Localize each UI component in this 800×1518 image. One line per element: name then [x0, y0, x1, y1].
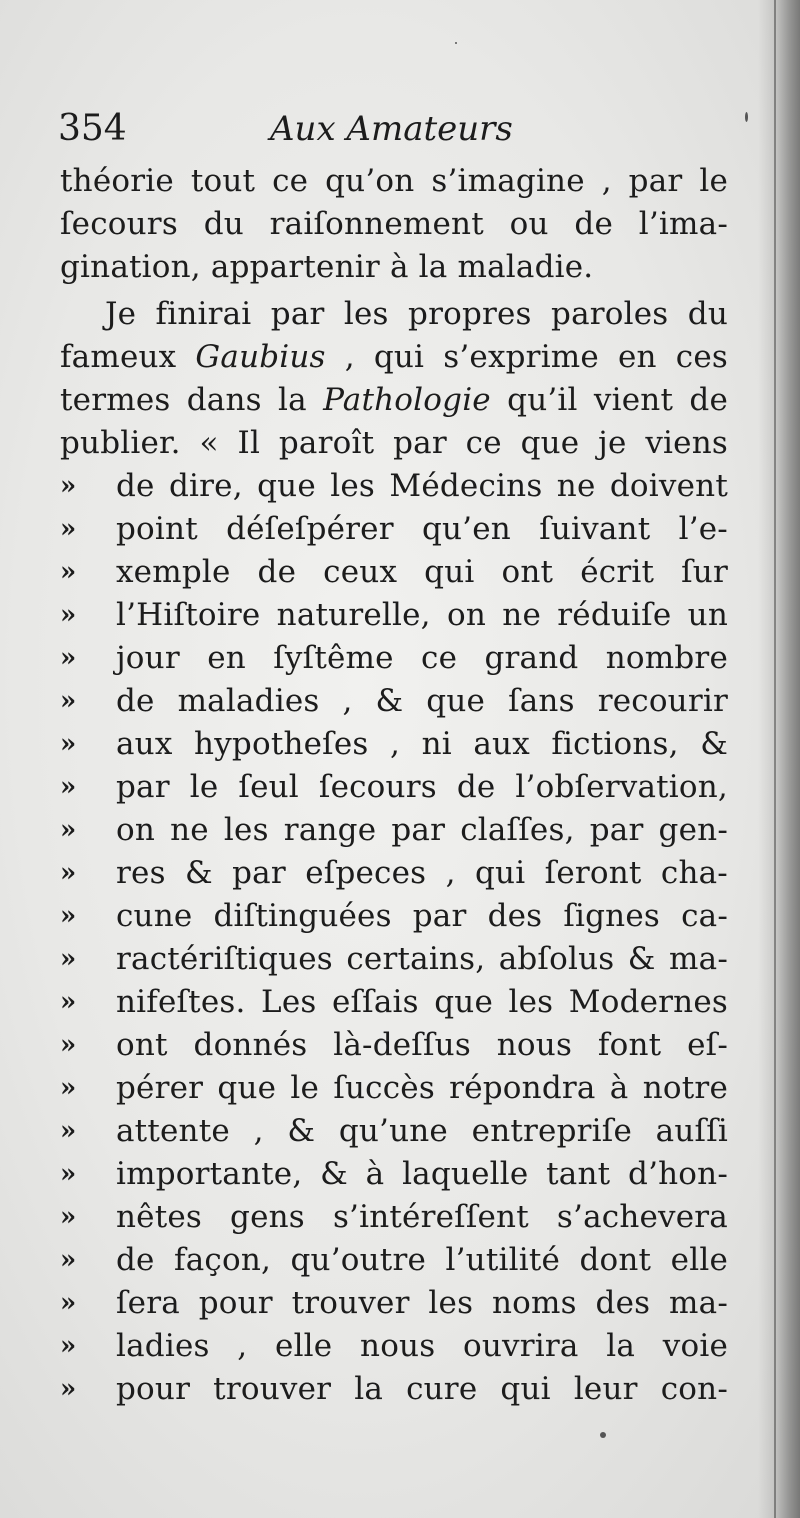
quotation-marker: » — [60, 772, 77, 802]
quotation-marker: » — [60, 557, 77, 587]
text-line: gination, appartenir à la maladie. — [60, 249, 594, 285]
page-gutter-shadow — [758, 0, 800, 1518]
quotation-marker: » — [60, 643, 77, 673]
quoted-line: pour trouver la cure qui leur con- — [116, 1371, 728, 1407]
quotation-marker: » — [60, 1116, 77, 1146]
text-line: théorie tout ce qu’on s’imagine , par le — [60, 163, 728, 199]
text-line: ſecours du raiſonnement ou de l’ima- — [60, 206, 728, 242]
quoted-line: jour en ſyſtême ce grand nombre — [116, 640, 728, 676]
quoted-line: aux hypotheſes , ni aux fictions, & — [116, 726, 728, 762]
text-run: , qui s’exprime en ces — [325, 339, 728, 375]
author-name: Gaubius — [195, 339, 326, 375]
quotation-marker: » — [60, 1374, 77, 1404]
quoted-line: de dire, que les Médecins ne doivent — [116, 468, 728, 504]
text-line — [60, 336, 728, 379]
quotation-marker: » — [60, 815, 77, 845]
quoted-line: ladies , elle nous ouvrira la voie — [116, 1328, 728, 1364]
text-run: termes dans la — [60, 382, 324, 418]
quotation-marker: » — [60, 600, 77, 630]
quotation-marker: » — [60, 987, 77, 1017]
quoted-line: de façon, qu’outre l’utilité dont elle — [116, 1242, 728, 1278]
text-line: publier. « Il paroît par ce que je viens — [60, 425, 728, 461]
paper-speck — [745, 112, 748, 122]
quoted-line: ſera pour trouver les noms des ma- — [116, 1285, 728, 1321]
work-title: Pathologie — [323, 382, 491, 418]
text-run: fameux — [60, 339, 196, 375]
quotation-marker: » — [60, 1202, 77, 1232]
quotation-marker: » — [60, 1030, 77, 1060]
quotation-marker: » — [60, 471, 77, 501]
quotation-marker: » — [60, 729, 77, 759]
running-head — [58, 104, 718, 154]
quoted-line: ont donnés là-deſſus nous font eſ- — [116, 1027, 728, 1063]
quoted-line: l’Hiſtoire naturelle, on ne réduiſe un — [116, 597, 728, 633]
quoted-line: par le ſeul ſecours de l’obſervation, — [116, 769, 728, 805]
text-line — [60, 379, 728, 422]
quoted-line: on ne les range par claſſes, par gen- — [116, 812, 728, 848]
quoted-line: point déſeſpérer qu’en ſuivant l’e- — [116, 511, 728, 547]
quoted-line: pérer que le ſuccès répondra à notre — [116, 1070, 728, 1106]
quotation-marker: » — [60, 901, 77, 931]
paragraph-first-line: Je finirai par les propres paroles du — [105, 296, 728, 332]
quoted-line: de maladies , & que ſans recourir — [116, 683, 728, 719]
running-head-title: Aux Amateurs — [270, 109, 513, 149]
quotation-marker: » — [60, 1073, 77, 1103]
quoted-line: nifeſtes. Les eſſais que les Modernes — [116, 984, 728, 1020]
quoted-line: xemple de ceux qui ont écrit ſur — [116, 554, 728, 590]
quotation-marker: » — [60, 514, 77, 544]
page-number: 354 — [58, 108, 127, 149]
quoted-line: res & par eſpeces , qui ſeront cha- — [116, 855, 728, 891]
quotation-marker: » — [60, 1245, 77, 1275]
quoted-line: nêtes gens s’intéreſſent s’achevera — [116, 1199, 728, 1235]
text-run: qu’il vient de — [490, 382, 728, 418]
quotation-marker: » — [60, 1288, 77, 1318]
quotation-marker: » — [60, 1331, 77, 1361]
quoted-line: cune diſtinguées par des ſignes ca- — [116, 898, 728, 934]
quotation-marker: » — [60, 1159, 77, 1189]
paper-speck — [600, 1432, 606, 1438]
page-edge-line — [774, 0, 776, 1518]
quotation-marker: » — [60, 944, 77, 974]
paper-speck — [455, 42, 457, 44]
quoted-line: ractériſtiques certains, abſolus & ma- — [116, 941, 728, 977]
quoted-line: attente , & qu’une entrepriſe auſſi — [116, 1113, 728, 1149]
quotation-marker: » — [60, 686, 77, 716]
quoted-line: importante, & à laquelle tant d’hon- — [116, 1156, 728, 1192]
quotation-marker: » — [60, 858, 77, 888]
